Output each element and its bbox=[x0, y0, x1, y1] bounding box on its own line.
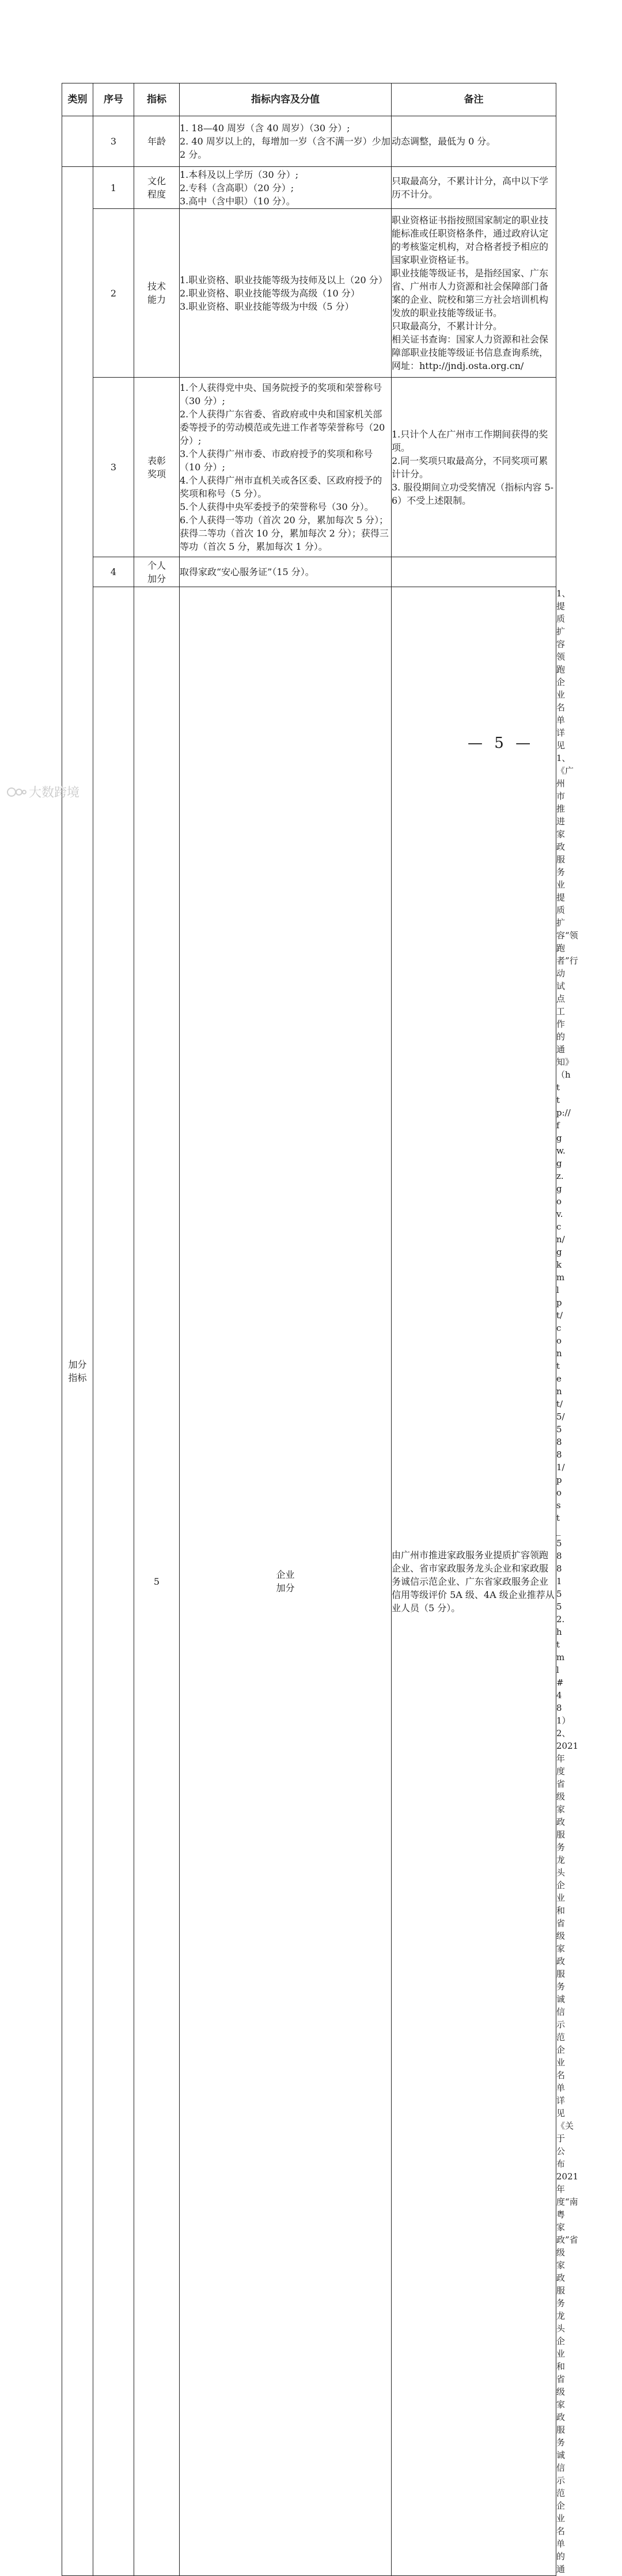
row-number: 5 bbox=[134, 587, 180, 2576]
row-remark: 1.只计个人在广州市工作期间获得的奖项。 2.同一奖项只取最高分，不同奖项可累计计分。 3. 服役期间立功受奖情况（指标内容 5-6）不受上述限制。 bbox=[392, 378, 556, 557]
header-indicator: 指标 bbox=[134, 83, 180, 116]
watermark bbox=[7, 783, 79, 801]
watermark-logo-icon bbox=[7, 786, 26, 798]
header-remark: 备注 bbox=[392, 83, 556, 116]
row-indicator: 技术 能力 bbox=[134, 209, 180, 378]
table-row bbox=[62, 378, 556, 557]
row-remark: 动态调整，最低为 0 分。 bbox=[392, 116, 556, 167]
category-cell bbox=[93, 587, 134, 2576]
row-indicator: 企业 加分 bbox=[180, 587, 392, 2576]
row-content: 1.个人获得党中央、国务院授予的奖项和荣誉称号（30 分）; 2.个人获得广东省委、省政府或中央和国家机关部委等授予的劳动模范或先进工作者等荣誉称号（20 分）; 3.个人获得广州市委、市政府授予的奖项和称号（10 分）; 4.个人获得广州市直机关或各区委、区政府授予的奖项和称号（5 分）。 5.个人获得中央军委授予的荣誉称号（30 分）。 6.个人获得一等功（首次 20 分，累加每次 5 分）；获得二等功（首次 10 分，累加每次 2 分）；获得三等功（首次 5 分，累加每次 1 分）。 bbox=[180, 378, 392, 557]
watermark-text: 大数跨境 bbox=[29, 786, 80, 800]
row-indicator: 表彰 奖项 bbox=[134, 378, 180, 557]
row-indicator: 个人 加分 bbox=[134, 557, 180, 587]
row-number: 2 bbox=[93, 209, 134, 378]
row-number: 1 bbox=[93, 167, 134, 209]
page-number: — 5 — bbox=[468, 735, 534, 752]
category-cell bbox=[62, 116, 93, 167]
table-row bbox=[62, 557, 556, 587]
table-row bbox=[62, 116, 556, 167]
header-number: 序号 bbox=[93, 83, 134, 116]
table-row bbox=[62, 167, 556, 209]
row-number: 3 bbox=[93, 378, 134, 557]
table-header-row bbox=[62, 83, 556, 116]
row-remark bbox=[392, 557, 556, 587]
row-content: 1. 18—40 周岁（含 40 周岁）（30 分）; 2. 40 周岁以上的，每增加一岁（含不满一岁）少加 2 分。 bbox=[180, 116, 392, 167]
row-remark: 只取最高分，不累计计分，高中以下学历不计分。 bbox=[392, 167, 556, 209]
row-number: 4 bbox=[93, 557, 134, 587]
bonus-category-cell: 加分 指标 bbox=[62, 167, 93, 2576]
header-category: 类别 bbox=[62, 83, 93, 116]
indicator-table bbox=[62, 83, 579, 2576]
row-number: 3 bbox=[93, 116, 134, 167]
row-content: 由广州市推进家政服务业提质扩容领跑企业、省市家政服务龙头企业和家政服务诚信示范企业、广东省家政服务企业信用等级评价 5A 级、4A 级企业推荐从业人员（5 分）。 bbox=[392, 587, 556, 2576]
row-indicator: 文化 程度 bbox=[134, 167, 180, 209]
row-indicator: 年龄 bbox=[134, 116, 180, 167]
table-row bbox=[62, 209, 556, 378]
header-content: 指标内容及分值 bbox=[180, 83, 392, 116]
row-content: 1.职业资格、职业技能等级为技师及以上（20 分） 2.职业资格、职业技能等级为高级（10 分） 3.职业资格、职业技能等级为中级（5 分） bbox=[180, 209, 392, 378]
table-row: 5 企业 加分 由广州市推进家政服务业提质扩容领跑企业、省市家政服务龙头企业和家政服务诚信示范企业、广东省家政服务企业信用等级评价 5A 级、4A 级企业推荐从业人员（5 分）。 1、提质扩容领跑企业名单详见 1、《广州市推进家政服务业提质扩容“领跑者”行动试点工作的通知》（http://fgw.gz.gov.cn/gkmlpt/content/5/5881/post_5881552.html#481） 2、2021 年度省级家政服务龙头企业和省级家政服务诚信示范企业名单详见《关于公布 2021 年度“南粤家政”省级家政服务龙头企业和省级家政服务诚信示范企业名单的通 bbox=[62, 587, 556, 2576]
row-content: 1.本科及以上学历（30 分）; 2.专科（含高职）（20 分）; 3.高中（含中职）（10 分）。 bbox=[180, 167, 392, 209]
row-remark: 职业资格证书指按照国家制定的职业技能标准或任职资格条件，通过政府认定的考核鉴定机构，对合格者授予相应的国家职业资格证书。 职业技能等级证书，是指经国家、广东省、广州市人力资源和社会保障部门备案的企业、院校和第三方社会培训机构发放的职业技能等级证书。 只取最高分，不累计计分。 相关证书查询：国家人力资源和社会保障部职业技能等级证书信息查询系统，网址：http://jndj.osta.org.cn/ bbox=[392, 209, 556, 378]
row-content: 取得家政“安心服务证”（15 分）。 bbox=[180, 557, 392, 587]
